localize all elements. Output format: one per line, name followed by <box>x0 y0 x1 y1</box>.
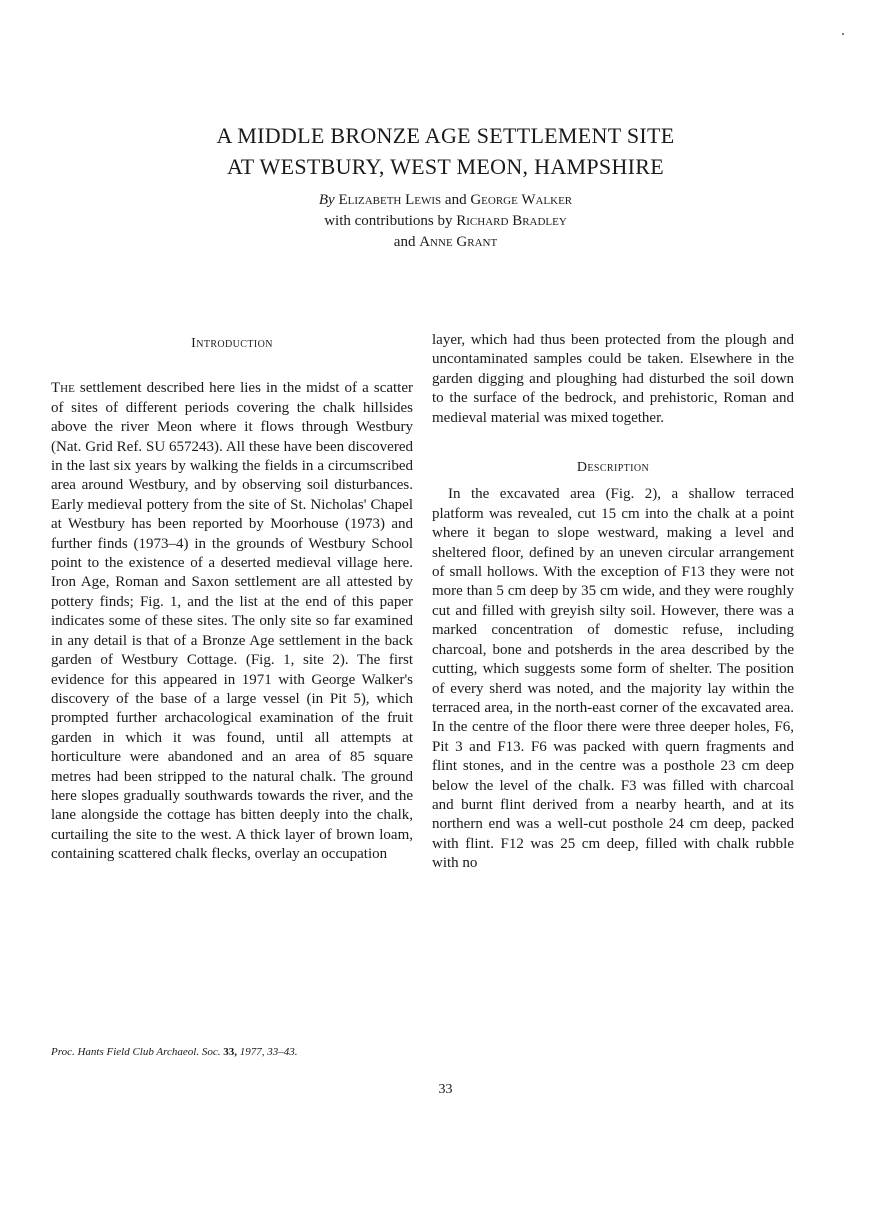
article-title <box>0 120 891 182</box>
byline-and: and <box>444 192 467 208</box>
left-column <box>51 334 413 865</box>
journal-volume: 33, <box>223 1046 237 1058</box>
byline <box>0 190 891 253</box>
citation-footnote <box>51 1046 297 1058</box>
introduction-paragraph <box>51 379 413 864</box>
author-name: Richard Bradley <box>456 213 567 229</box>
byline-contributors-2 <box>0 232 891 253</box>
scan-speck <box>842 33 844 35</box>
author-name: Elizabeth Lewis <box>338 192 442 208</box>
byline-by: By <box>318 192 335 208</box>
journal-name: Proc. Hants Field Club Archaeol. Soc. <box>51 1046 221 1058</box>
description-heading: Description <box>576 460 650 476</box>
author-name: Anne Grant <box>419 234 498 250</box>
author-name: George Walker <box>470 192 573 208</box>
page-number: 33 <box>438 1082 453 1097</box>
byline-contributors <box>0 211 891 232</box>
journal-pages: 1977, 33–43. <box>239 1046 298 1058</box>
title-line-1: A MIDDLE BRONZE AGE SETTLEMENT SITE <box>216 123 675 148</box>
title-line-2: AT WESTBURY, WEST MEON, HAMPSHIRE <box>227 154 664 179</box>
continuation-paragraph: layer, which had thus been protected from the plough and uncontaminated samples could be taken. Elsewhere in the garden digging and ploughing had disturbed the soil down to the surface of the bedrock, and prehistoric, Roman and medieval material was mixed together. <box>432 332 794 426</box>
byline-contrib-text: with contributions by <box>324 213 453 229</box>
right-column <box>432 331 794 874</box>
introduction-text: settlement described here lies in the midst of a scatter of sites of different periods covering the chalk hillsides above the river Meon where it flows through Westbury (Nat. Grid Ref. SU 657243). All these have been discovered in the last six years by walking the fields in a circumscribed area around Westbury, and by observing soil disturbances. Early medieval pottery from the site of St. Nicholas' Chapel at Westbury has been reported by Moorhouse (1973) and further finds (1973–4) in the grounds of Westbury School point to the existence of a deserted medieval village here. Iron Age, Roman and Saxon settlement are all attested by pottery finds; Fig. 1, and the list at the end of this paper indicates some of these sites. The only site so far examined in any detail is that of a Bronze Age settlement in the back garden of Westbury Cottage. (Fig. 1, site 2). The first evidence for this appeared in 1971 with George Walker's discovery of the base of a large vessel (in Pit 5), which prompted further archacological examination of the fruit garden in which it was found, until all attempts at horticulture were abandoned and an area of 85 square metres had been stripped to the natural chalk. The ground here slopes gradually southwards towards the river, and the lane alongside the cottage has bitten deeply into the chalk, curtailing the site to the west. A thick layer of brown loam, containing scattered chalk flecks, overlay an occupation <box>51 380 413 863</box>
byline-authors <box>0 190 891 211</box>
byline-and: and <box>393 234 416 250</box>
introduction-heading: Introduction <box>191 336 273 351</box>
description-paragraph: In the excavated area (Fig. 2), a shallow terraced platform was revealed, cut 15 cm into the chalk at a point where it began to slope westward, making a level and sheltered floor, defined by an uneven circular arrangement of small hollows. With the exception of F13 they were not more than 5 cm deep by 35 cm wide, and they were roughly cut and filled with greyish silty soil. However, there was a marked concentration of domestic refuse, including charcoal, bone and potsherds in the area described by the cutting, which suggests some form of shelter. The position of every sherd was noted, and the majority lay within the terraced area, in the north-east corner of the excavated area. In the centre of the floor there were three deeper holes, F6, Pit 3 and F13. F6 was packed with quern fragments and flint stones, and in the centre was a posthole 23 cm deep below the level of the chalk. F3 was filled with charcoal and burnt flint derived from a nearby hearth, and at its northern end was a well-cut posthole 24 cm deep, packed with flint. F12 was 25 cm deep, filled with chalk rubble with no <box>432 486 794 872</box>
lead-word: The <box>51 380 75 397</box>
